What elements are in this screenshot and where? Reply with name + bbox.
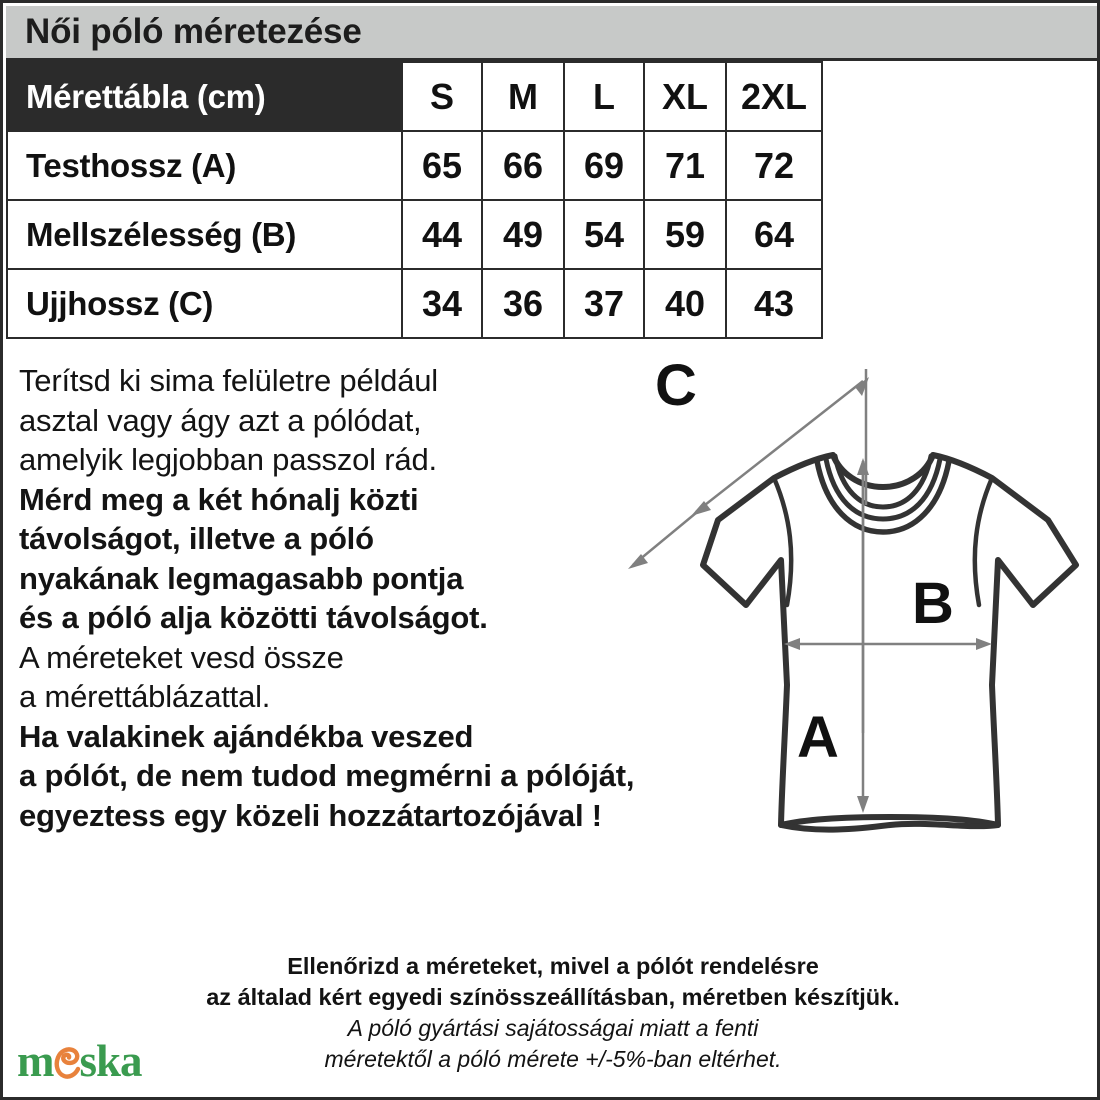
cell-sleeve-length-xl: 40 xyxy=(644,269,726,338)
label-c: C xyxy=(655,355,697,418)
logo-text-part2: ska xyxy=(79,1036,142,1086)
cell-body-length-l: 69 xyxy=(564,131,644,200)
meska-logo xyxy=(17,1036,142,1086)
size-header-s: S xyxy=(402,62,482,131)
size-header-2xl: 2XL xyxy=(726,62,822,131)
instruction-line: amelyik legjobban passzol rád. xyxy=(19,442,437,477)
page-title: Női póló méretezése xyxy=(25,12,362,51)
logo-text-part1: m xyxy=(17,1036,54,1086)
instruction-line: a pólót, de nem tudod megmérni a pólóját, xyxy=(19,758,635,793)
cell-body-length-xl: 71 xyxy=(644,131,726,200)
logo-e-swirl-icon xyxy=(54,1046,80,1076)
tshirt-outline-icon xyxy=(703,455,1076,830)
instruction-line: Terítsd ki sima felületre például xyxy=(19,363,438,398)
instruction-line: a mérettáblázattal. xyxy=(19,679,271,714)
cell-sleeve-length-2xl: 43 xyxy=(726,269,822,338)
cell-sleeve-length-m: 36 xyxy=(482,269,564,338)
instruction-line: és a póló alja közötti távolságot. xyxy=(19,600,488,635)
cell-body-length-2xl: 72 xyxy=(726,131,822,200)
size-table xyxy=(6,61,823,339)
instruction-line: Ha valakinek ajándékba veszed xyxy=(19,718,474,754)
size-header-l: L xyxy=(564,62,644,131)
table-corner-label: Mérettábla (cm) xyxy=(7,62,402,131)
footer-line: Ellenőrizd a méreteket, mivel a pólót rendelésre xyxy=(287,953,819,979)
measuring-instructions xyxy=(19,361,635,835)
footer-notes xyxy=(3,951,1100,1075)
cell-chest-width-m: 49 xyxy=(482,200,564,269)
label-b: B xyxy=(912,571,954,636)
cell-chest-width-xl: 59 xyxy=(644,200,726,269)
size-header-m: M xyxy=(482,62,564,131)
instruction-line: egyeztess egy közeli hozzátartozójával ! xyxy=(19,797,602,833)
page-title-bar xyxy=(6,6,1097,61)
tshirt-diagram xyxy=(578,355,1098,915)
cell-body-length-m: 66 xyxy=(482,131,564,200)
instruction-line: A méreteket vesd össze xyxy=(19,639,344,675)
table-row xyxy=(7,269,822,338)
instruction-line: távolságot, illetve a póló xyxy=(19,521,374,556)
instruction-line: nyakának legmagasabb pontja xyxy=(19,560,464,596)
footer-line: méretektől a póló mérete +/-5%-ban eltérhet. xyxy=(324,1046,782,1072)
cell-chest-width-l: 54 xyxy=(564,200,644,269)
footer-line: A póló gyártási sajátosságai miatt a fenti xyxy=(347,1015,759,1041)
row-label-sleeve-length: Ujjhossz (C) xyxy=(7,269,402,338)
cell-sleeve-length-s: 34 xyxy=(402,269,482,338)
footer-line: az általad kért egyedi színösszeállításban, méretben készítjük. xyxy=(206,984,900,1010)
row-label-chest-width: Mellszélesség (B) xyxy=(7,200,402,269)
cell-chest-width-s: 44 xyxy=(402,200,482,269)
row-label-body-length: Testhossz (A) xyxy=(7,131,402,200)
table-header-row xyxy=(7,62,822,131)
instruction-line: asztal vagy ágy azt a pólódat, xyxy=(19,402,422,438)
cell-body-length-s: 65 xyxy=(402,131,482,200)
cell-sleeve-length-l: 37 xyxy=(564,269,644,338)
size-header-xl: XL xyxy=(644,62,726,131)
label-a: A xyxy=(797,705,839,770)
instruction-line: Mérd meg a két hónalj közti xyxy=(19,481,419,517)
table-row xyxy=(7,200,822,269)
cell-chest-width-2xl: 64 xyxy=(726,200,822,269)
table-row xyxy=(7,131,822,200)
